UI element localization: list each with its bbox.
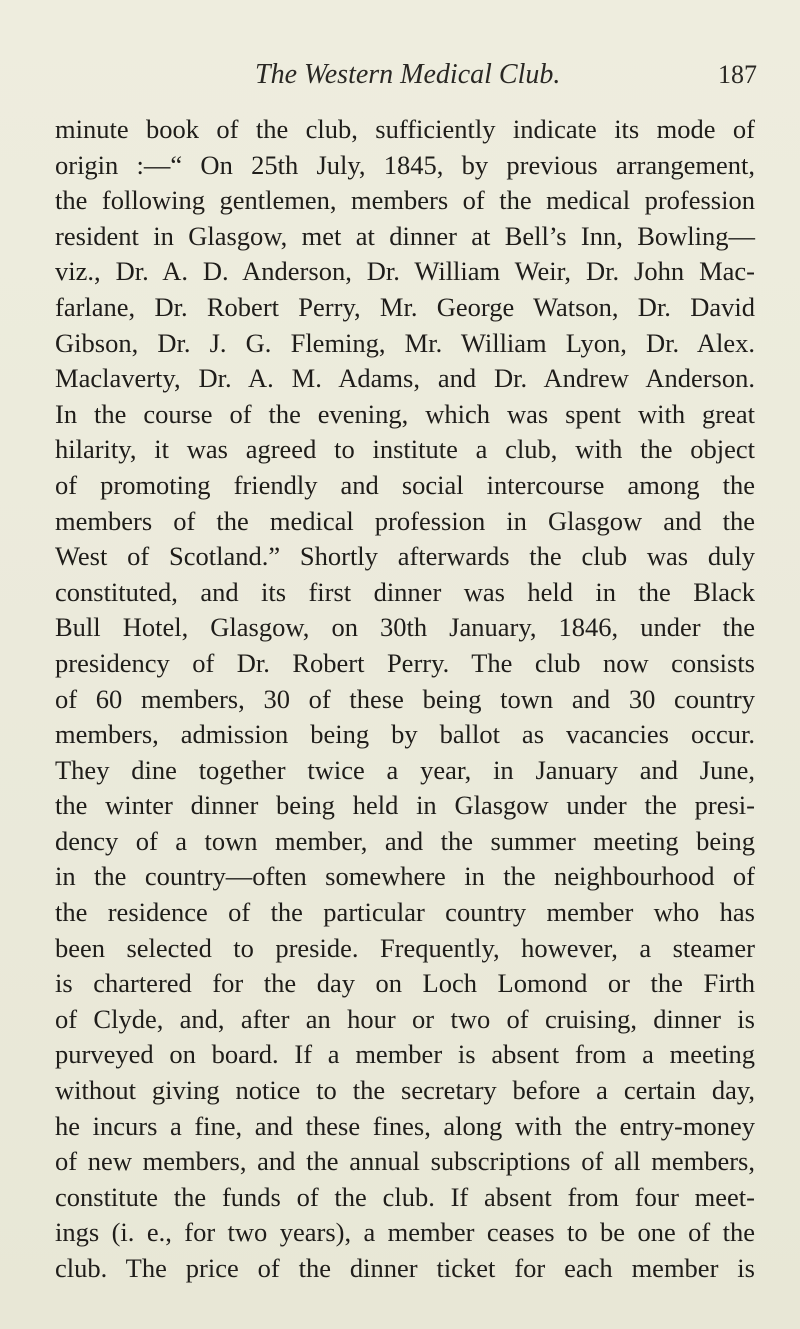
text-line: In the course of the evening, which was spent with great xyxy=(55,398,755,429)
text-line: resident in Glasgow, met at dinner at Bell’s Inn, Bowling— xyxy=(55,220,755,251)
text-line: club. The price of the dinner ticket for each member is xyxy=(55,1253,755,1283)
text-line: constituted, and its first dinner was held in the Black xyxy=(55,576,755,607)
text-line: of 60 members, 30 of these being town and 30 country xyxy=(55,683,755,714)
text-line: hilarity, it was agreed to institute a club, with the object xyxy=(55,434,755,465)
text-line: the winter dinner being held in Glasgow under the presi- xyxy=(55,790,755,821)
body-text xyxy=(55,112,755,1287)
text-line: the residence of the particular country member who has xyxy=(55,897,755,928)
text-line: presidency of Dr. Robert Perry. The club now consists xyxy=(55,647,755,678)
text-line: without giving notice to the secretary before a certain day, xyxy=(55,1075,755,1106)
text-line: members, admission being by ballot as vacancies occur. xyxy=(55,719,755,750)
text-line: ings (i. e., for two years), a member ceases to be one of the xyxy=(55,1217,755,1248)
text-line: in the country—often somewhere in the neighbourhood of xyxy=(55,861,755,892)
text-line: Gibson, Dr. J. G. Fleming, Mr. William Lyon, Dr. Alex. xyxy=(55,327,755,358)
text-line: is chartered for the day on Loch Lomond or the Firth xyxy=(55,968,755,999)
text-line: of new members, and the annual subscriptions of all members, xyxy=(55,1146,755,1177)
text-line: purveyed on board. If a member is absent from a meeting xyxy=(55,1039,755,1070)
text-line: of promoting friendly and social intercourse among the xyxy=(55,469,755,500)
text-line: Bull Hotel, Glasgow, on 30th January, 1846, under the xyxy=(55,612,755,643)
page-number: 187 xyxy=(718,60,757,89)
text-line: viz., Dr. A. D. Anderson, Dr. William Weir, Dr. John Mac- xyxy=(55,256,755,287)
running-title: The Western Medical Club. xyxy=(255,59,561,90)
text-line: origin :—“ On 25th July, 1845, by previous arrangement, xyxy=(55,149,755,180)
text-line: minute book of the club, sufficiently indicate its mode of xyxy=(55,114,755,144)
text-line: the following gentlemen, members of the medical profession xyxy=(55,185,755,216)
text-line: They dine together twice a year, in January and June, xyxy=(55,754,755,785)
text-line: Maclaverty, Dr. A. M. Adams, and Dr. Andrew Anderson. xyxy=(55,363,755,394)
text-line: members of the medical profession in Glasgow and the xyxy=(55,505,755,536)
text-line: constitute the funds of the club. If absent from four meet- xyxy=(55,1181,755,1212)
text-line: farlane, Dr. Robert Perry, Mr. George Watson, Dr. David xyxy=(55,291,755,322)
text-line: he incurs a fine, and these fines, along with the entry-money xyxy=(55,1110,755,1141)
text-line: West of Scotland.” Shortly afterwards the club was duly xyxy=(55,541,755,572)
text-line: of Clyde, and, after an hour or two of cruising, dinner is xyxy=(55,1003,755,1034)
running-header xyxy=(0,58,800,94)
text-line: been selected to preside. Frequently, however, a steamer xyxy=(55,932,755,963)
text-line: dency of a town member, and the summer meeting being xyxy=(55,825,755,856)
